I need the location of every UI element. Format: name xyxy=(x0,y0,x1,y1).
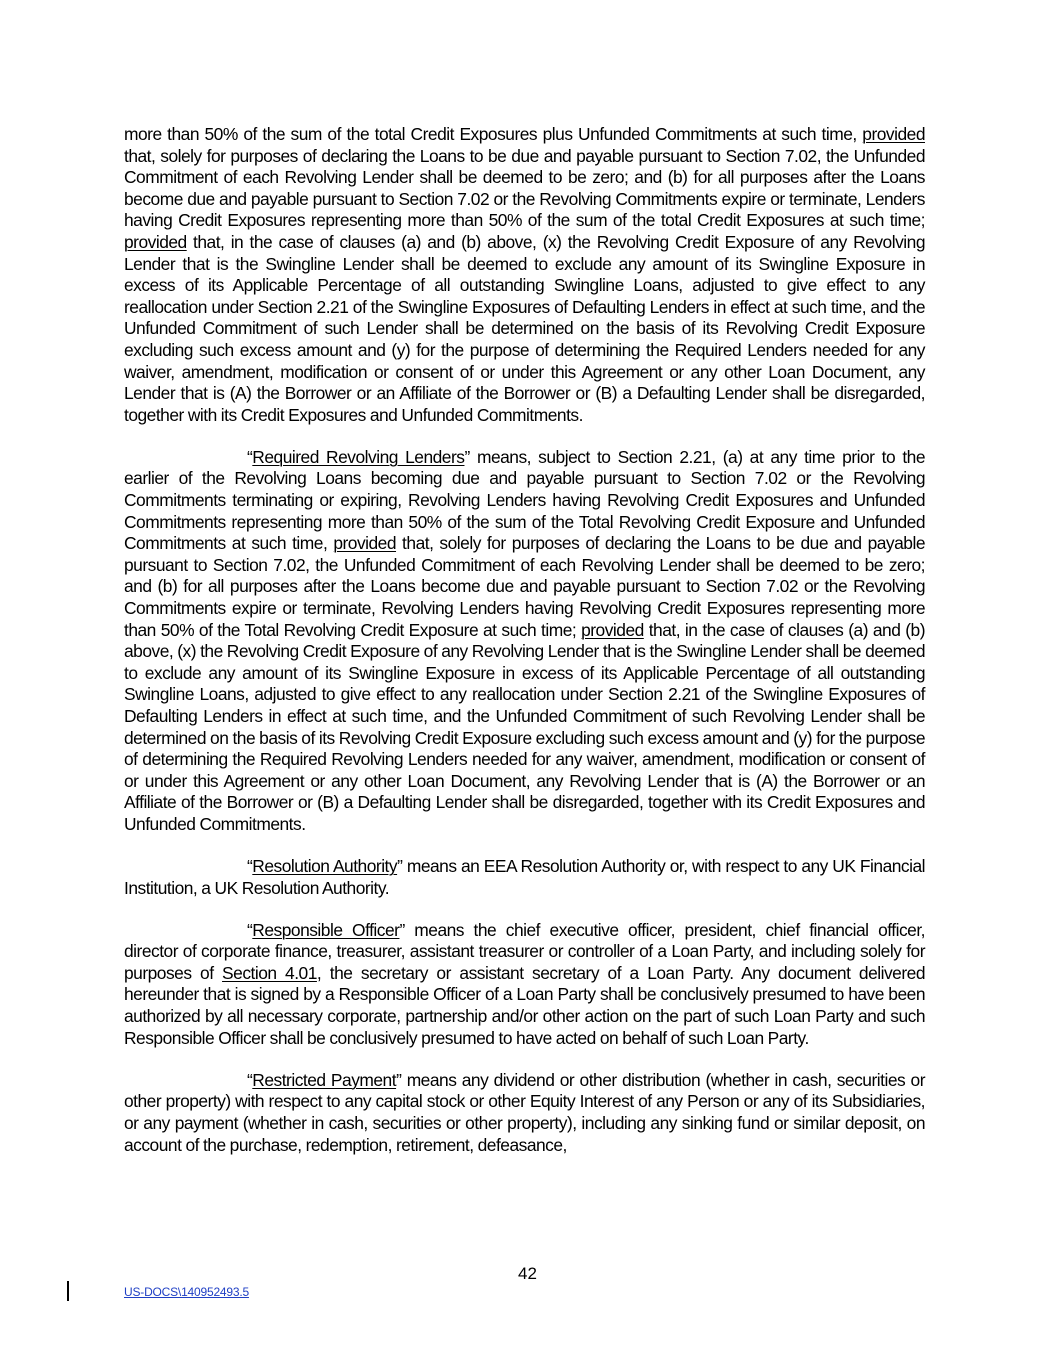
provided-term: provided xyxy=(124,231,187,252)
definition-restricted-payment xyxy=(124,1070,925,1156)
provided-term: provided xyxy=(862,124,925,144)
defined-term: Restricted Payment xyxy=(252,1069,397,1090)
definition-responsible-officer xyxy=(124,920,925,1050)
text-run: ” means the chief executive officer, president, chief financial officer, director of corporate finance, treasurer, assistant treasurer or controller of a Loan Party, and including solely for purposes of xyxy=(124,919,925,983)
text-run: ” means any dividend or other distribution (whether in cash, securities or other property) with respect to any capital stock or other Equity Interest of any Person or any of its Subsidiaries, or any payment (whether in cash, securities or other property), including any sinking fund or similar deposit, on account of the purchase, redemption, retirement, defeasance, xyxy=(124,1069,925,1155)
revision-change-bar xyxy=(67,1281,69,1301)
document-id-link[interactable]: US-DOCS\140952493.5 xyxy=(124,1285,249,1299)
paragraph-required-lenders-continued xyxy=(124,124,925,426)
defined-term: Resolution Authority xyxy=(252,856,398,876)
defined-term: Responsible Officer xyxy=(252,919,400,940)
text-run: , the secretary or assistant secretary of a Loan Party. Any document delivered hereunder that is signed by a Responsible Officer of a Loan Party shall be conclusively presumed to have been authorized by all necessary corporate, partnership and/or other action on the part of such Loan Party and such Responsible Officer shall be conclusively presumed to have acted on behalf of such Loan Party. xyxy=(124,962,925,1048)
text-run: ” means, subject to Section 2.21, (a) at any time prior to the earlier of the Revolving Loans becoming due and payable pursuant to Section 7.02 or the Revolving Commitments terminating or expiring, Revolving Lenders having Revolving Credit Exposures and Unfunded Commitments representing more than 50% of the sum of the Total Revolving Credit Exposure and Unfunded Commitments at such time, xyxy=(124,446,925,554)
definition-resolution-authority xyxy=(124,856,925,899)
text-run: that, solely for purposes of declaring the Loans to be due and payable pursuant to Section 7.02, the Unfunded Commitment of each Revolving Lender shall be deemed to be zero; and (b) for all purposes after the Loans become due and payable pursuant to Section 7.02 or the Revolving Commitments expire or terminate, Revolving Lenders having Revolving Credit Exposures representing more than 50% of the Total Revolving Credit Exposure at such time; xyxy=(124,533,925,640)
provided-term: provided xyxy=(581,619,644,640)
text-run: more than 50% of the sum of the total Credit Exposures plus Unfunded Commitments at such time, xyxy=(124,124,863,144)
open-quote: “ xyxy=(247,856,253,876)
definition-required-revolving-lenders xyxy=(124,447,925,836)
open-quote: “ xyxy=(247,1069,253,1090)
text-run: ” means an EEA Resolution Authority or, with respect to any UK Financial Institution, a UK Resolution Authority. xyxy=(124,856,926,898)
open-quote: “ xyxy=(247,919,253,940)
text-run: that, in the case of clauses (a) and (b) above, (x) the Revolving Credit Exposure of any Revolving Lender that is the Swingline Lender shall be deemed to exclude any amount of its Swingline Exposure in excess of its Applicable Percentage of all outstanding Swingline Loans, adjusted to give effect to any reallocation under Section 2.21 of the Swingline Exposures of Defaulting Lenders in effect at such time, and the Unfunded Commitment of such Lender shall be determined on the basis of its Revolving Credit Exposure excluding such excess amount and (y) for the purpose of determining the Required Lenders needed for any waiver, amendment, modification or consent of or under this Agreement or any other Loan Document, any Lender that is (A) the Borrower or an Affiliate of the Borrower or (B) a Defaulting Lender shall be disregarded, together with its Credit Exposures and Unfunded Commitments. xyxy=(124,231,925,425)
section-reference: Section 4.01 xyxy=(222,962,317,983)
text-run: that, solely for purposes of declaring the Loans to be due and payable pursuant to Section 7.02, the Unfunded Commitment of each Revolving Lender shall be deemed to be zero; and (b) for all purposes after the Loans become due and payable pursuant to Section 7.02 or the Revolving Commitments expire or terminate, Lenders having Credit Exposures representing more than 50% of the sum of the total Credit Exposures at such time; xyxy=(124,145,925,231)
text-run: that, in the case of clauses (a) and (b) above, (x) the Revolving Credit Exposure of any Revolving Lender that is the Swingline Lender shall be deemed to exclude any amount of its Swingline Exposure in excess of its Applicable Percentage of all outstanding Swingline Loans, adjusted to give effect to any reallocation under Section 2.21 of the Swingline Exposures of Defaulting Lenders in effect at such time, and the Unfunded Commitment of such Revolving Lender shall be determined on the basis of its Revolving Credit Exposure excluding such excess amount and (y) for the purpose of determining the Required Revolving Lenders needed for any waiver, amendment, modification or consent of or under this Agreement or any other Loan Document, any Revolving Lender that is (A) the Borrower or an Affiliate of the Borrower or (B) a Defaulting Lender shall be disregarded, together with its Credit Exposures and Unfunded Commitments. xyxy=(124,619,926,834)
page-number: 42 xyxy=(518,1264,537,1283)
document-page xyxy=(124,124,925,1177)
open-quote: “ xyxy=(247,446,253,467)
defined-term: Required Revolving Lenders xyxy=(252,446,465,467)
provided-term: provided xyxy=(333,533,397,554)
